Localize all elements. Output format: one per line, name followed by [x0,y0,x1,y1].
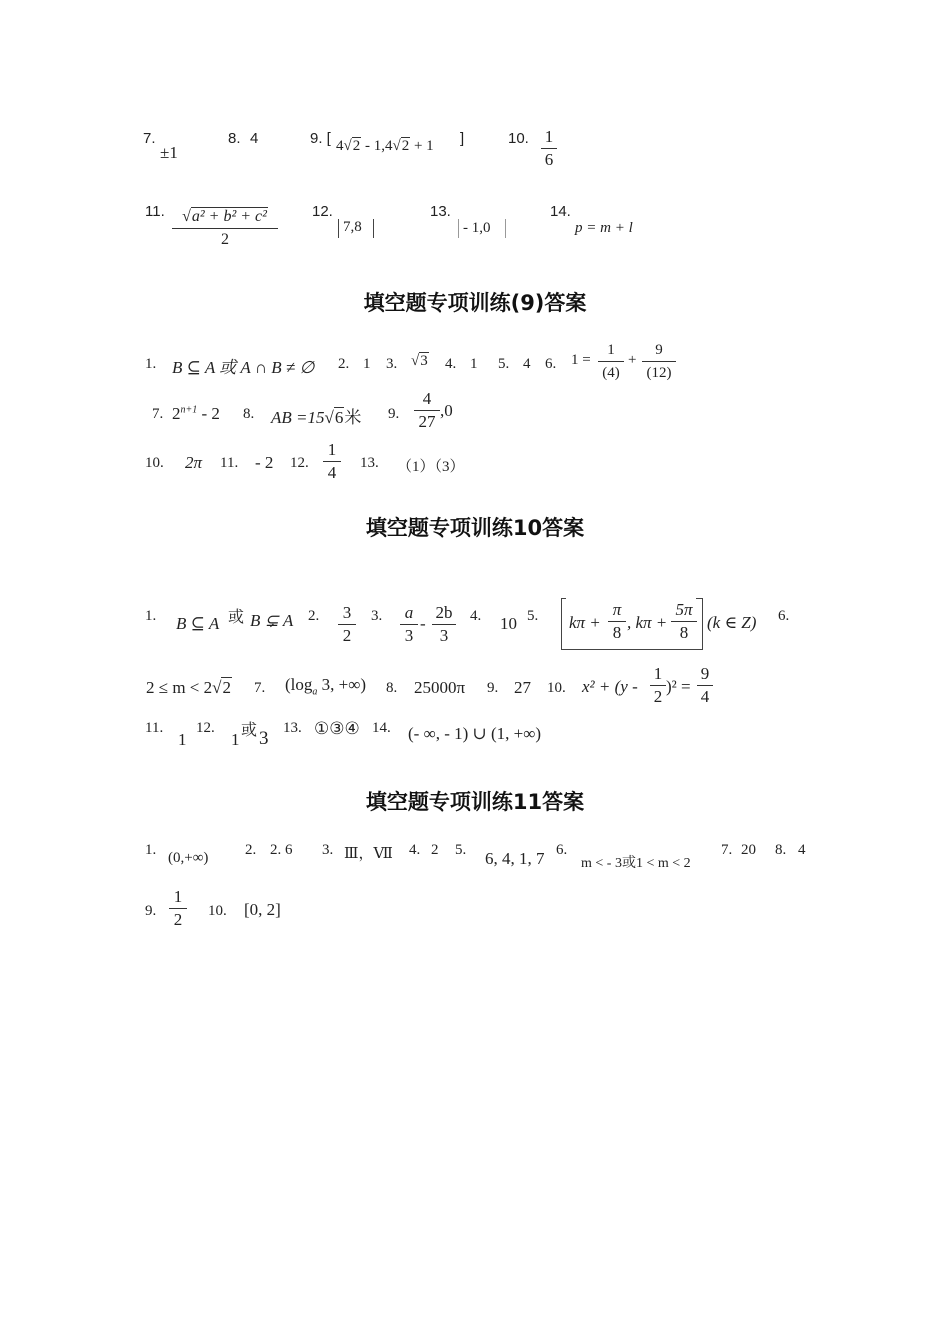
item-number: 1. [145,356,157,372]
answer-value: 7,8 [343,219,362,235]
answer-or: 或 [228,609,245,626]
fraction: 4 27 [414,389,440,432]
item-number: 10. [547,680,566,696]
item-number: 8. [228,130,241,147]
answer-value: 1 = [571,352,591,368]
item-number: 5. [498,356,510,372]
item-number: 14. [372,720,391,736]
item-number: 7. [152,406,164,422]
item-number: 9. [487,680,499,696]
item-number: 8. [243,406,255,422]
item-number: 7. [254,680,266,696]
item-number: 4. [409,842,421,858]
answer-value: 6, 4, 1, 7 [485,849,545,868]
answer-value: 4 [250,130,259,147]
section-title: 填空题专项训练11答案 [365,790,585,814]
fraction: 1 (4) [598,340,624,383]
answer-value: B ⊆ A 或 A ∩ B ≠ ∅ [172,358,315,377]
plus-sign: + [628,352,637,368]
item-number: 8. [775,842,787,858]
item-number: 2. [245,842,257,858]
answer-value: p = m + l [575,220,633,236]
item-number: 1. [145,842,157,858]
answer-value: 3 [259,728,269,749]
item-number: 8. [386,680,398,696]
answer-value: [0, 2] [244,900,281,919]
answer-value: B ⊆ A [176,614,220,633]
fraction: π 8 [608,600,626,643]
answer-value: $2^{n+1} - 2$ [172,404,220,423]
item-number: 11. [145,203,165,220]
item-number: 2. [338,356,350,372]
item-number: 14. [550,203,571,220]
item-number: 5. [527,608,539,624]
answer-value: )² = [666,677,691,696]
answer-value: AB =15√6米 [271,408,362,427]
item-number: 6. [545,356,557,372]
item-number: 3. [322,842,334,858]
answer-value: ±1 [160,143,178,162]
answer-value: 2 [431,842,439,858]
fraction: 1 4 [323,440,341,483]
item-number: 12. [312,203,333,220]
answer-or: 或 [241,722,258,739]
answer-value: kπ + [569,613,601,632]
answer-value: 1 [178,730,187,749]
fraction: 2b 3 [432,603,456,646]
answer-value: m < - 3或1 < m < 2 [581,856,691,871]
bracket-close: ] [460,130,465,147]
fraction: a 3 [400,603,418,646]
answer-value: ,0 [440,401,453,420]
fraction: 9 (12) [642,340,676,383]
item-number: 3. [371,608,383,624]
item-number: 7. [143,130,156,147]
answer-value: x² + (y - [582,677,638,696]
item-number: 4. [470,608,482,624]
fraction: 5π 8 [671,600,697,643]
fraction: 1 2 [169,887,187,930]
item-number: 11. [145,720,164,736]
fraction: 1 6 [541,127,557,170]
fraction: 9 4 [697,664,713,707]
item-number: 7. [721,842,733,858]
item-number: 10. [508,130,529,147]
answer-value: 20 [741,842,756,858]
answer-value: 10 [500,614,517,633]
answer-value: √3 [411,353,428,369]
minus-sign: - [420,614,426,633]
answer-value: 27 [514,678,531,697]
section-title: 填空题专项训练10答案 [365,516,585,540]
item-number: 6. [556,842,568,858]
fraction: 1 2 [650,664,666,707]
item-number: 11. [220,455,239,471]
item-number: 12. [290,455,309,471]
answer-value: - 1,0 [463,220,491,236]
item-number: 10. [145,455,164,471]
item-number: 13. [283,720,302,736]
item-number: 12. [196,720,215,736]
answer-value: Ⅲ，Ⅶ [344,846,393,862]
section-title: 填空题专项训练(9)答案 [363,291,587,315]
answer-value: 2π [185,453,203,472]
item-number: 10. [208,903,227,919]
answer-value: 1 [231,730,240,749]
item-number: 3. [386,356,398,372]
item-number: 5. [455,842,467,858]
answer-value: （1）（3） [397,459,465,475]
item-number: 9. [145,903,157,919]
answer-condition: (k ∈ Z) [707,613,757,632]
answer-value: 2. 6 [270,842,293,858]
item-number: 4. [445,356,457,372]
fraction: √a² + b² + c² 2 [172,207,278,250]
answer-value: 4 [523,356,531,372]
answer-value: , kπ + [627,613,668,632]
item-number: 6. [778,608,790,624]
answer-value: 2 ≤ m < 2√2 [146,678,231,697]
item-number: 2. [308,608,320,624]
answer-value: 4 [798,842,806,858]
item-number: 1. [145,608,157,624]
answer-value: 1 [363,356,371,372]
answer-value: (- ∞, - 1) ∪ (1, +∞) [408,724,542,743]
answer-value: ①③④ [314,719,360,738]
fraction: 3 2 [338,603,356,646]
item-number: 9. [388,406,400,422]
answer-value: - 2 [255,453,274,472]
answer-value: ($\log_a$ 3, +∞) [285,675,367,698]
answer-value: B ⊊ A [250,611,294,630]
item-number: 13. [430,203,451,220]
item-number: 13. [360,455,379,471]
item-number: 9. [ [310,130,331,147]
answer-value: 1 [470,356,478,372]
answer-value: (0,+∞) [168,850,209,866]
answer-value: 25000π [414,678,466,697]
answer-interval: 4√2 - 1,4√2 + 1 [336,138,434,154]
